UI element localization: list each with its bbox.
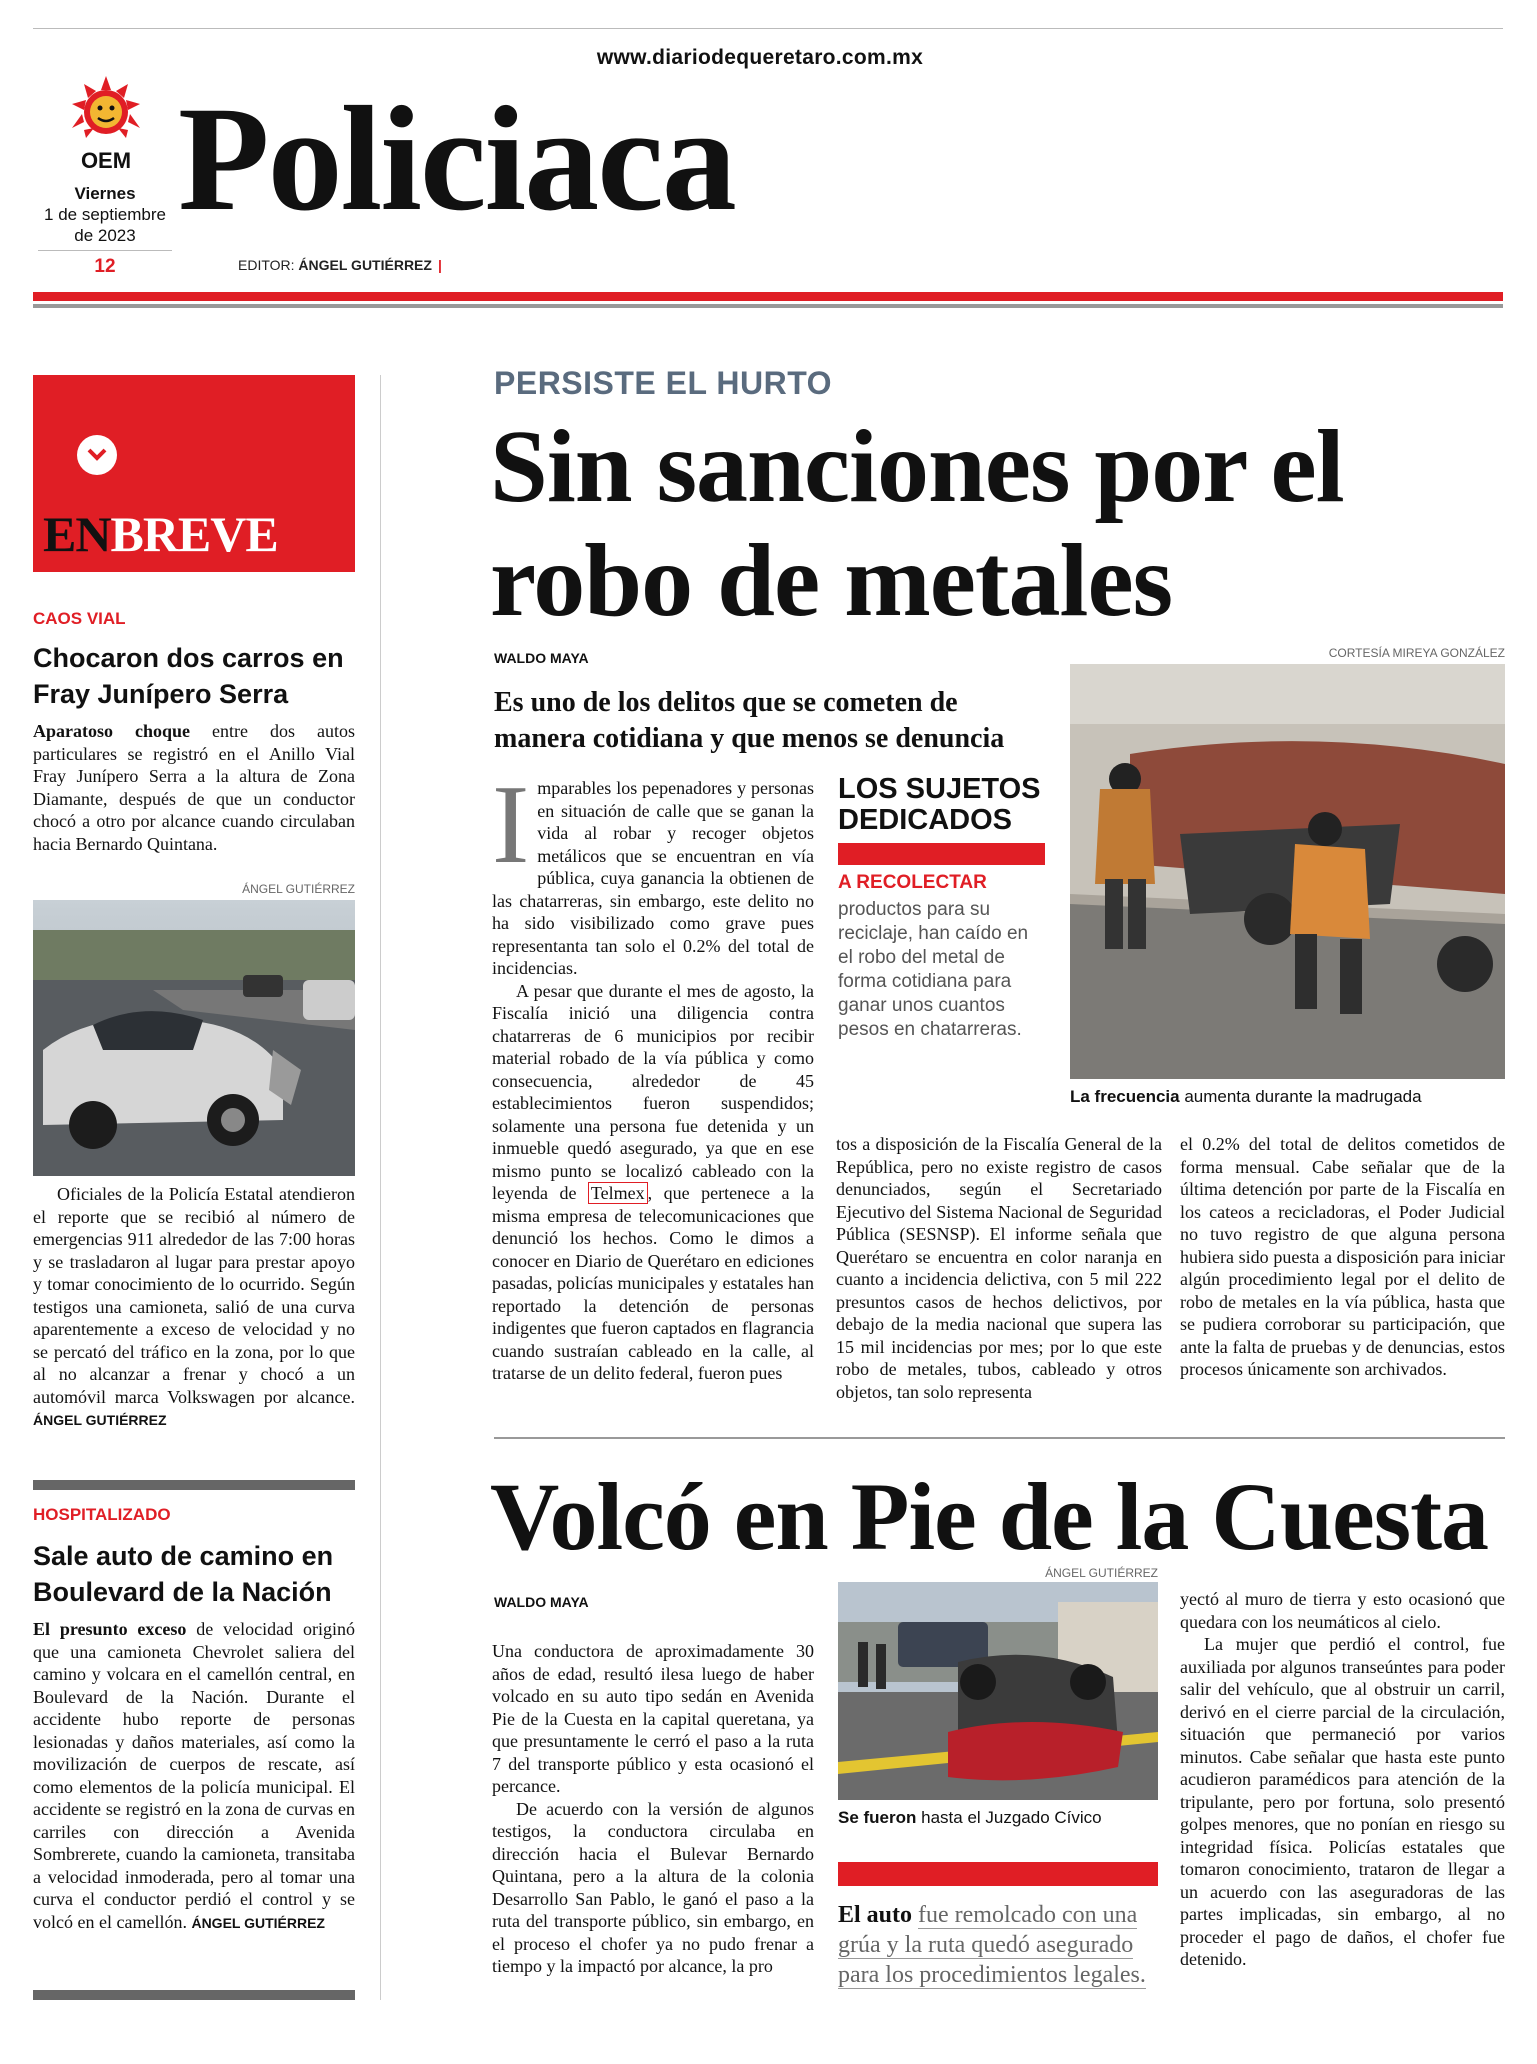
story-divider: [494, 1437, 1505, 1439]
pullquote-title: LOS SUJETOS DEDICADOS: [838, 773, 1041, 836]
brief1-crash-photo: [33, 900, 355, 1176]
main-photo-credit: CORTESÍA MIREYA GONZÁLEZ: [1328, 646, 1505, 660]
pullquote-red-bar: [838, 843, 1045, 865]
second-pullquote-text: fue remolcado con una grúa y la ruta quedó asegurado para los procedimientos legales.: [838, 1902, 1146, 1988]
main-body-col3: el 0.2% del total de delitos cometidos de forma mensual. Cabe señalar que de la última detención por parte de la Fiscalía en los cateos a recicladoras, el Poder Judicial no tuvo registro de que alguna persona hubiera sido puesta a disposición para iniciar algún procedimiento legal por el delito de robo de metales en la vía pública, hasta que se pudiera corroborar su participación, que ante la falta de pruebas y de denuncias, estos procesos únicamente son archivados.: [1180, 1134, 1505, 1379]
masthead-red-rule: [33, 292, 1503, 301]
en-breve-title: [43, 505, 278, 563]
date-full: 1 de septiembre de 2023: [44, 205, 166, 245]
brief1-photo-credit: ÁNGEL GUTIÉRREZ: [242, 882, 355, 896]
section-title: Policiaca: [178, 76, 735, 242]
second-pullquote-bold: El auto: [838, 1902, 913, 1928]
editor-label: EDITOR:: [238, 257, 295, 273]
page-number: 12: [94, 256, 116, 277]
masthead-top-rule: [33, 28, 1503, 29]
brief1-lead-text: entre dos autos particulares se registró en el Anillo Vial Fray Junípero Serra a la altura de Zona Diamante, después de que un conductor chocó a otro por alcance cuando circulaban hacia Bernardo Quintana.: [33, 721, 355, 854]
main-kicker: PERSISTE EL HURTO: [494, 365, 833, 401]
en-breve-breve: BREVE: [110, 506, 278, 562]
second-col3-para2: La mujer que perdió el control, fue auxiliada por algunos transeúntes para poder salir del vehículo, que al obstruir un carril, derivó en el cierre parcial de la circulación, situación que permaneció por varios minutos. Cabe señalar que hasta este punto acudieron paramédicos para atención de la tripulante, pero por fortuna, solo presentó golpes menores, que no ponían en riesgo su integridad física. Policías estatales que tomaron conocimiento, trataron de llegar a un acuerdo con las aseguradoras de las partes implicadas, sin embargo, al no proceder el pago de daños, el chofer fue detenido.: [1180, 1634, 1505, 1969]
pullquote-text: productos para su reciclaje, han caído en el robo del metal de forma cotidiana para ganar unos cuantos pesos en chatarreras.: [838, 899, 1029, 1040]
oem-sun-logo: [66, 76, 146, 176]
main-caption-text: aumenta durante la madrugada: [1179, 1087, 1422, 1106]
editor-line: [238, 257, 442, 273]
second-caption: [838, 1808, 1158, 1828]
second-overturned-car-photo: [838, 1582, 1158, 1800]
brief1-body: [33, 1183, 355, 1432]
brief1-body-text: Oficiales de la Policía Estatal atendieron el reporte que se recibió al número de emergencias 911 alrededor de las 7:00 horas y se trasladaron al lugar para prestar apoyo y tomar conocimiento de lo ocurrido. Según testigos una camioneta, salió de una curva aparentemente a exceso de velocidad y no se percató del tráfico en la zona, por lo que al no alcanzar a frenar y chocó a un automóvil marca Volkswagen por alcance.: [33, 1184, 355, 1407]
second-col3-para1: yectó al muro de tierra y esto ocasionó que quedara con los neumáticos al cielo.: [1180, 1589, 1505, 1632]
brief2-kicker: HOSPITALIZADO: [33, 1505, 171, 1524]
second-body-col1: [492, 1640, 814, 1978]
en-breve-banner: [33, 375, 355, 572]
main-para2-a: A pesar que durante el mes de agosto, la Fiscalía inició una diligencia contra chatarreras de 6 municipios por recibir material robado de la vía pública y como consecuencia, alrededor de 45 establecimientos fueron suspendidos; solamente una persona fue detenida y un inmueble quedó asegurado, ya que en ese mismo punto se localizó cableado con la leyenda de: [492, 980, 814, 1203]
main-caption: [1070, 1087, 1505, 1107]
brief2-headline[interactable]: Sale auto de camino en Boulevard de la Nación: [33, 1541, 334, 1607]
main-caption-bold: La frecuencia: [1070, 1087, 1180, 1106]
brief1-lead: [33, 720, 355, 855]
brief1-signature: ÁNGEL GUTIÉRREZ: [33, 1412, 167, 1428]
second-pullquote: [838, 1900, 1158, 1990]
editor-divider: |: [437, 257, 442, 273]
en-breve-en: EN: [43, 506, 111, 562]
site-url[interactable]: www.diariodequeretaro.com.mx: [596, 46, 924, 69]
date-rule: [38, 250, 172, 251]
second-para1: Una conductora de aproximadamente 30 años de edad, resultó ilesa luego de haber volcado en su auto tipo sedán en Avenida Pie de la Cuesta en la capital queretana, ya que presuntamente le cerró el paso a la ruta 7 del transporte público y esta ocasionó el percance.: [492, 1641, 814, 1796]
main-deck: Es uno de los delitos que se cometen de manera cotidiana y que menos se denuncia: [494, 687, 1005, 754]
main-byline: WALDO MAYA: [494, 650, 589, 666]
main-para1: mparables los pepenadores y personas en situación de calle que se ganan la vida al robar y recoger objetos metálicos que se encuentran en vía pública, cuya ganancia la obtienen de las chatarreras, sin embargo, este delito no ha sido visibilizado como grave pues representanta tan solo el 0.2% del total de incidencias.: [492, 778, 814, 978]
main-metal-theft-photo: [1070, 664, 1505, 1079]
second-photo-credit: ÁNGEL GUTIÉRREZ: [1045, 1566, 1158, 1580]
main-dropcap: I: [492, 763, 530, 887]
second-caption-text: hasta el Juzgado Cívico: [916, 1808, 1102, 1827]
date-day: Viernes: [74, 184, 136, 203]
column-divider: [380, 375, 381, 2000]
brief2-lead-bold: El presunto exceso: [33, 1619, 187, 1639]
main-para2-b: , que pertenece a la misma empresa de telecomunicaciones que denunció los hechos. Como le dimos a conocer en Diario de Querétaro en ediciones pasadas, policías municipales y estatales han reportado la detención de personas indigentes que fueron captados en flagrancia cuando sustraían cableado en la calle, al tratarse de un delito federal, fueron pues: [492, 1183, 814, 1383]
brief1-kicker: CAOS VIAL: [33, 609, 126, 628]
brief1-headline[interactable]: Chocaron dos carros en Fray Junípero Serra: [33, 643, 344, 709]
masthead-gray-rule: [33, 304, 1503, 308]
telmex-highlight[interactable]: Telmex: [588, 1182, 648, 1204]
brief1-lead-bold: Aparatoso choque: [33, 721, 191, 741]
second-caption-bold: Se fueron: [838, 1808, 917, 1827]
second-para2: De acuerdo con la versión de algunos testigos, la conductora circulaba en dirección hacia el Bulevar Bernardo Quintana, pero a la altura de la colonia Desarrollo San Pablo, le ganó el paso a la ruta del transporte público, sin embargo, en el proceso el chofer ya no pudo frenar a tiempo y la impactó por alcance, la pro: [492, 1798, 814, 1976]
brief2-body: [33, 1618, 355, 1934]
brief2-signature: ÁNGEL GUTIÉRREZ: [191, 1914, 325, 1931]
brief-divider: [33, 1480, 355, 1490]
main-body-col2: tos a disposición de la Fiscalía General de la República, pero no existe registro de casos denunciados, según el Secretariado Ejecutivo del Sistema Nacional de Seguridad Pública (SESNSP). El informe señala que Querétaro se encuentra en color naranja en cuanto a incidencia delictiva, con 5 mil 222 presuntos casos de hechos delictivos, por debajo de la media nacional que supera las 15 mil incidencias por mes; por lo que este robo de metales, tubos, cableado y otros objetos, tan solo representa: [836, 1134, 1162, 1402]
second-headline[interactable]: Volcó en Pie de la Cuesta: [490, 1463, 1489, 1570]
second-byline: WALDO MAYA: [494, 1594, 589, 1610]
chevron-down-icon: [77, 435, 117, 475]
main-headline[interactable]: Sin sanciones por el robo de metales: [490, 409, 1344, 638]
logo-text: OEM: [80, 148, 132, 173]
second-pullquote-red-bar: [838, 1862, 1158, 1886]
second-body-col3: [1180, 1588, 1505, 1971]
pullquote-kicker: A RECOLECTAR: [838, 872, 987, 893]
brief-bottom-divider: [33, 1990, 355, 2000]
brief2-lead-text: de velocidad originó que una camioneta Chevrolet saliera del camino y volcara en el camellón central, en Boulevard de la Nación. Durante el accidente hubo reporte de personas lesionadas y daños materiales, así como la movilización de cuerpos de rescate, así como elementos de la policía municipal. El accidente se registró en la zona de curvas en carriles con dirección a Avenida Sombrerete, cuando la camioneta, transitaba a velocidad inmoderada, pero al tomar una curva el conductor perdió el control y se volcó en el camellón.: [33, 1619, 355, 1932]
editor-name: ÁNGEL GUTIÉRREZ: [298, 257, 432, 273]
main-body-col1: [492, 763, 814, 1385]
